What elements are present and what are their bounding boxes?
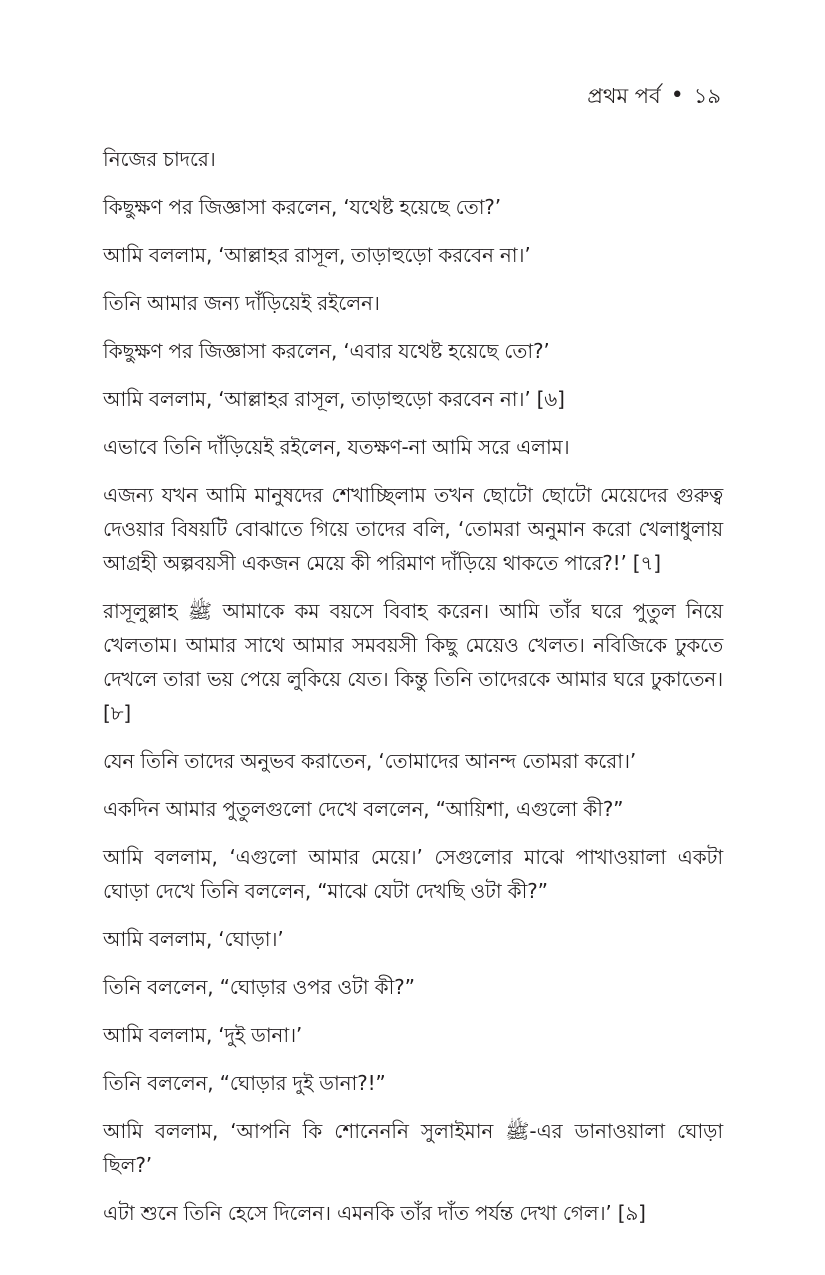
paragraph: এজন্য যখন আমি মানুষদের শেখাচ্ছিলাম তখন ছোটো ছোটো মেয়েদের গুরুত্ব দেওয়ার বিষয়টি বোঝাতে গিয়ে তাদের বলি, ‘তোমরা অনুমান করো খেলাধুলায় আগ্রহী অল্পবয়সী একজন মেয়ে কী পরিমাণ দাঁড়িয়ে থাকতে পারে?!’ [৭] — [103, 483, 723, 575]
paragraph: কিছুক্ষণ পর জিজ্ঞাসা করলেন, ‘এবার যথেষ্ট হয়েছে তো?’ — [103, 339, 550, 363]
running-header — [587, 82, 721, 110]
paragraph: আমি বললাম, ‘দুই ডানা।’ — [103, 1023, 303, 1047]
paragraph: আমি বললাম, ‘ঘোড়া।’ — [103, 927, 284, 951]
paragraph: তিনি বললেন, “ঘোড়ার ওপর ওটা কী?” — [103, 975, 415, 999]
section-title: প্রথম পর্ব — [587, 84, 661, 108]
paragraph: তিনি বললেন, “ঘোড়ার দুই ডানা?!” — [103, 1071, 386, 1095]
paragraph: এভাবে তিনি দাঁড়িয়েই রইলেন, যতক্ষণ-না আমি সরে এলাম। — [103, 435, 570, 459]
header-bullet: • — [670, 83, 684, 108]
paragraph: একদিন আমার পুতুলগুলো দেখে বললেন, “আয়িশা, এগুলো কী?” — [103, 797, 624, 821]
paragraph: আমি বললাম, ‘আল্লাহর রাসূল, তাড়াহুড়ো করবেন না।’ — [103, 243, 531, 267]
paragraph: কিছুক্ষণ পর জিজ্ঞাসা করলেন, ‘যথেষ্ট হয়েছে তো?’ — [103, 195, 501, 219]
paragraph: রাসূলুল্লাহ ﷺ আমাকে কম বয়সে বিবাহ করেন। আমি তাঁর ঘরে পুতুল নিয়ে খেলতাম। আমার সাথে আমার সমবয়সী কিছু মেয়েও খেলত। নবিজিকে ঢুকতে দেখলে তারা ভয় পেয়ে লুকিয়ে যেত। কিন্তু তিনি তাদেরকে আমার ঘরে ঢুকাতেন।[৮] — [103, 599, 723, 725]
paragraph: আমি বললাম, ‘আপনি কি শোনেননি সুলাইমান ﷺ-এর ডানাওয়ালা ঘোড়া ছিল?’ — [103, 1119, 723, 1177]
page-number: ১৯ — [693, 84, 721, 108]
paragraph: আমি বললাম, ‘এগুলো আমার মেয়ে।’ সেগুলোর মাঝে পাখাওয়ালা একটা ঘোড়া দেখে তিনি বললেন, “মাঝে যেটা দেখছি ওটা কী?” — [103, 845, 723, 903]
paragraph: নিজের চাদরে। — [103, 147, 216, 171]
paragraph: এটা শুনে তিনি হেসে দিলেন। এমনকি তাঁর দাঁত পর্যন্ত দেখা গেল।’ [৯] — [103, 1201, 646, 1225]
paragraph: তিনি আমার জন্য দাঁড়িয়েই রইলেন। — [103, 291, 380, 315]
paragraph: আমি বললাম, ‘আল্লাহর রাসূল, তাড়াহুড়ো করবেন না।’ [৬] — [103, 387, 565, 411]
body-text — [103, 142, 723, 1244]
paragraph: যেন তিনি তাদের অনুভব করাতেন, ‘তোমাদের আনন্দ তোমরা করো।’ — [103, 749, 637, 773]
